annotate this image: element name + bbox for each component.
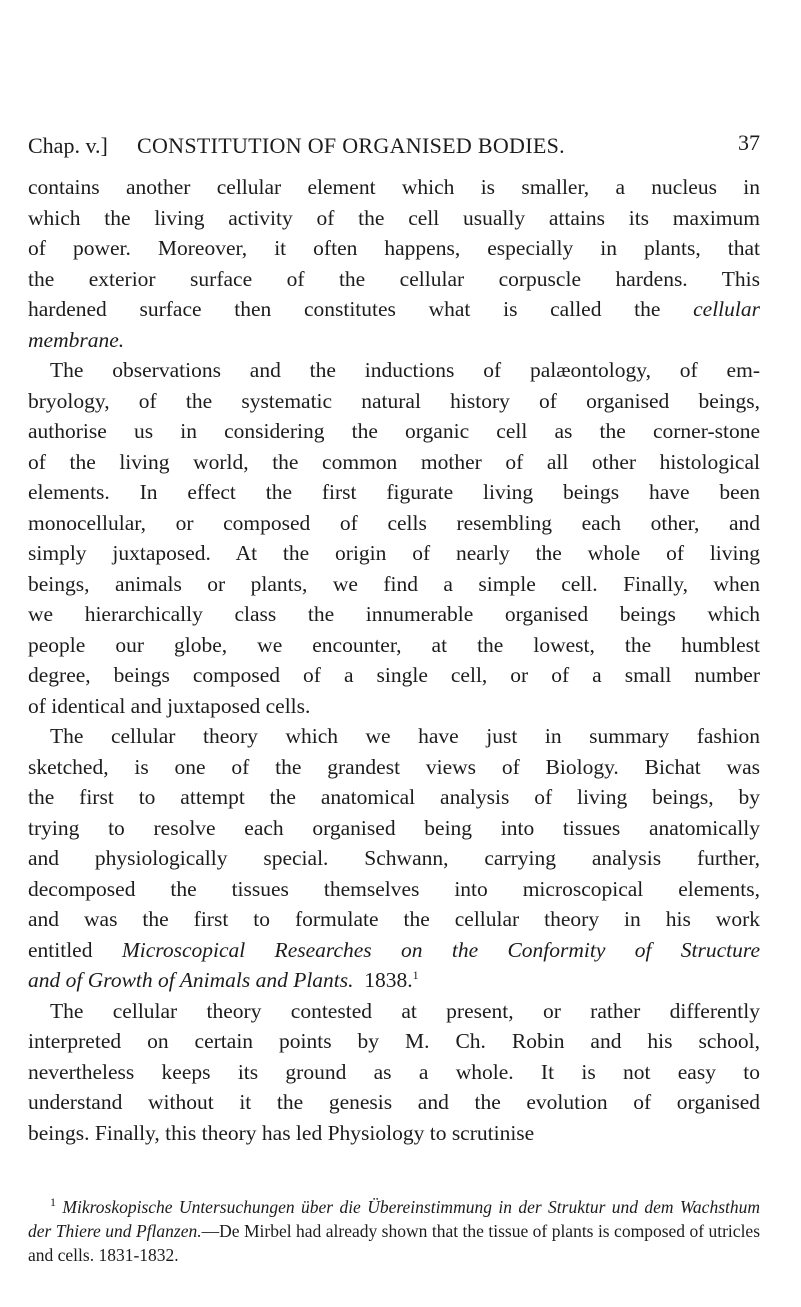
text-line: nevertheless keeps its ground as a whole. It is not easy to: [28, 1059, 760, 1084]
paragraph-4: [28, 996, 760, 1149]
text-line: and physiologically special. Schwann, carrying analysis further,: [28, 846, 760, 870]
year: 1838.: [364, 968, 413, 992]
running-head: [28, 130, 760, 161]
text-line: which the living activity of the cell usually attains its maximum: [28, 205, 760, 230]
footnote-body: —De Mirbel had already shown that the tissue of plants is composed of utricles and cells. 1831-1832.: [28, 1221, 761, 1265]
text-line: [28, 965, 760, 996]
text-line: elements. In effect the first figurate living beings have been: [28, 480, 760, 504]
chapter-label: Chap. v.]: [28, 133, 108, 158]
text-line: simply juxtaposed. At the origin of nearly the whole of living: [28, 541, 760, 565]
text-line: The observations and the inductions of palæontology, of em-: [50, 358, 760, 382]
text-line: authorise us in considering the organic cell as the corner-stone: [28, 419, 760, 443]
text-line: sketched, is one of the grandest views of Biology. Bichat was: [28, 754, 760, 779]
text-line: the exterior surface of the cellular corpuscle hardens. This: [28, 266, 760, 291]
text-line: of the living world, the common mother of all other histological: [28, 449, 760, 474]
footnote: [28, 1195, 760, 1267]
italic-term: membrane.: [28, 327, 125, 352]
text-line: trying to resolve each organised being into tissues anatomically: [28, 815, 760, 840]
text-line: contains another cellular element which is smaller, a nucleus in: [28, 175, 760, 199]
italic-term: cellular: [693, 297, 760, 321]
text-line: degree, beings composed of a single cell, or of a small number: [28, 663, 760, 687]
text-line: people our globe, we encounter, at the lowest, the humblest: [28, 632, 760, 657]
text-run: entitled: [28, 937, 93, 962]
text-line: beings. Finally, this theory has led Physiology to scrutinise: [28, 1120, 535, 1145]
text-line: beings, animals or plants, we find a simple cell. Finally, when: [28, 571, 760, 596]
text-line: The cellular theory which we have just in summary fashion: [50, 724, 760, 748]
italic-title: Microscopical Researches on the Conformity of Structure: [121, 937, 761, 962]
paragraph-3: [28, 721, 760, 996]
text-line: [28, 935, 760, 966]
text-line: hardened surface then constitutes what is called the cellular: [28, 297, 760, 321]
text-line: of power. Moreover, it often happens, especially in plants, that: [28, 236, 760, 260]
footnote-text: [28, 1195, 760, 1267]
italic-title: and of Growth of Animals and Plants.: [28, 968, 354, 992]
text-line: and was the first to formulate the cellular theory in his work: [28, 907, 760, 931]
text-line: the first to attempt the anatomical analysis of living beings, by: [28, 785, 760, 809]
page-title: CONSTITUTION OF ORGANISED BODIES.: [137, 133, 565, 158]
page-number: 37: [738, 130, 760, 155]
body-text: [28, 172, 760, 1148]
footnote-title: Mikroskopische Untersuchungen über die Übereinstimmung in der Struktur und dem Wachsthum der Thiere und Pflanzen.: [28, 1197, 761, 1241]
text-line: we hierarchically class the innumerable organised beings which: [28, 602, 760, 626]
text-line: understand without it the genesis and the evolution of organised: [28, 1090, 760, 1114]
text-line: bryology, of the systematic natural history of organised beings,: [28, 388, 760, 413]
paragraph-2: [28, 355, 760, 721]
footnote-ref: 1: [412, 967, 419, 982]
text-line: interpreted on certain points by M. Ch. Robin and his school,: [28, 1029, 760, 1053]
text-line: monocellular, or composed of cells resembling each other, and: [28, 510, 760, 535]
text-line: decomposed the tissues themselves into microscopical elements,: [28, 876, 760, 901]
text-line: of identical and juxtaposed cells.: [28, 693, 311, 718]
text-line: [28, 325, 760, 356]
text-line: The cellular theory contested at present, or rather differently: [50, 998, 760, 1023]
footnote-marker: 1: [50, 1195, 56, 1210]
paragraph-1: [28, 172, 760, 355]
